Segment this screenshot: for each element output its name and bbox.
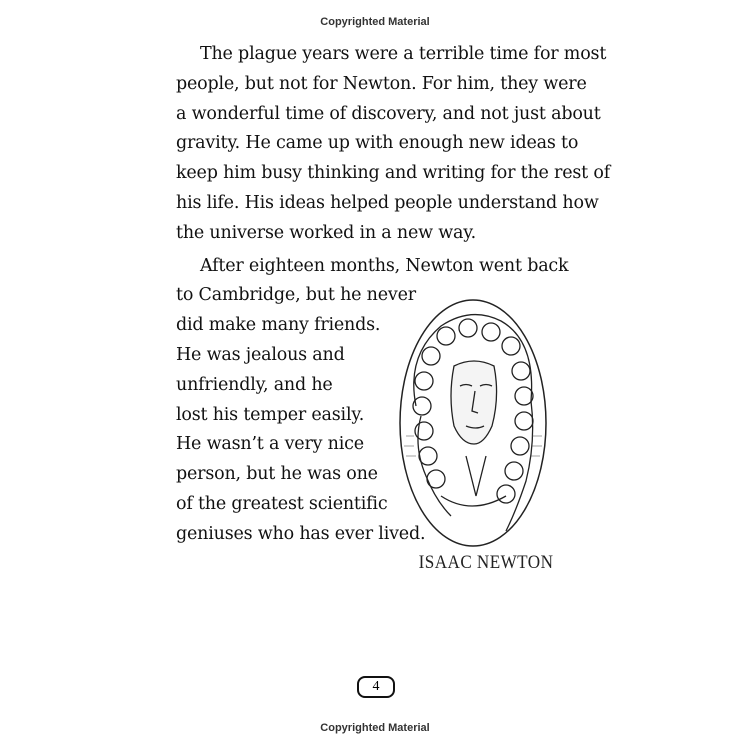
text-line: geniuses who has ever lived. [176, 523, 426, 544]
text-line: did make many friends. [176, 315, 381, 336]
text-line: a wonderful time of discovery, and not just about [176, 103, 601, 124]
text-line: to Cambridge, but he never [176, 285, 416, 306]
copyright-header: Copyrighted Material [320, 16, 430, 28]
text-line: unfriendly, and he [176, 374, 333, 395]
text-line: lost his temper easily. [176, 404, 365, 425]
text-line: his life. His ideas helped people understand how [176, 192, 599, 213]
page-number: 4 [357, 676, 395, 698]
text-line: keep him busy thinking and writing for the rest of [176, 163, 610, 184]
text-line: person, but he was one [176, 464, 378, 485]
paragraph-1 [176, 40, 610, 249]
copyright-footer: Copyrighted Material [320, 722, 430, 734]
newton-portrait [396, 296, 550, 550]
text-line: gravity. He came up with enough new ideas to [176, 133, 579, 154]
text-line: He was jealous and [176, 344, 345, 365]
text-line: the universe worked in a new way. [176, 222, 477, 243]
text-line: of the greatest scientific [176, 493, 388, 514]
text-line: He wasn’t a very nice [176, 434, 364, 455]
text-line: people, but not for Newton. For him, they were [176, 73, 587, 94]
portrait-caption: ISAAC NEWTON [418, 552, 554, 573]
text-line: The plague years were a terrible time for most [200, 44, 607, 64]
text-line: After eighteen months, Newton went back [200, 255, 569, 276]
